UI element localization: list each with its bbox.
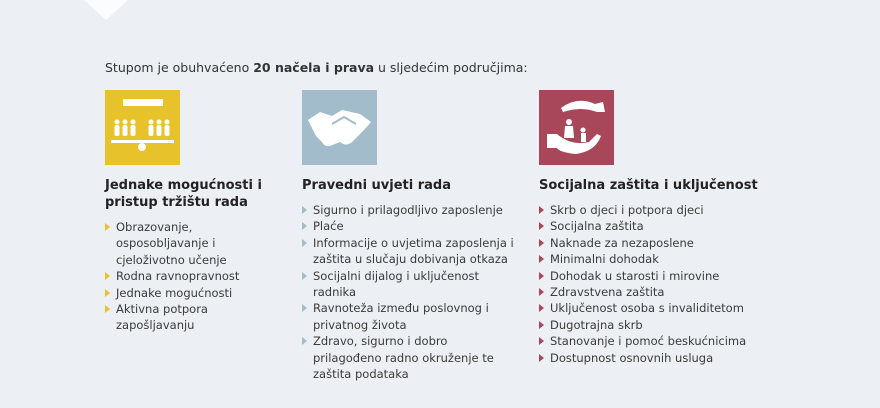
list-item: Dugotrajna skrb [539,317,759,333]
intro-text: Stupom je obuhvaćeno 20 načela i prava u sljedećim područjima: [105,60,528,75]
list-item: Rodna ravnopravnost [105,268,285,284]
column-equal-opportunities [105,90,285,334]
list-item: Jednake mogućnosti [105,285,285,301]
list-item: Dohodak u starosti i mirovine [539,268,759,284]
decorative-triangle [84,0,128,20]
list-item: Skrb o djeci i potpora djeci [539,202,759,218]
principles-list [539,202,759,366]
list-item: Plaće [302,218,517,234]
list-item: Ravnoteža između poslovnog i privatnog života [302,300,517,333]
principles-list [302,202,517,382]
list-item: Socijalna zaštita [539,218,759,234]
list-item: Obrazovanje, osposobljavanje i cjeloživotno učenje [105,219,285,268]
column-title: Pravedni uvjeti rada [302,178,452,193]
principles-list [105,219,285,334]
list-item: Stanovanje i pomoć beskućnicima [539,333,759,349]
list-item: Zdravstvena zaštita [539,284,759,300]
handshake-icon [302,90,377,165]
list-item: Aktivna potpora zapošljavanju [105,301,285,334]
people-equality-icon [105,90,180,165]
list-item: Naknade za nezaposlene [539,235,759,251]
column-title: Socijalna zaštita i uključenost [539,178,758,193]
list-item: Minimalni dohodak [539,251,759,267]
protecting-hands-family-icon [539,90,614,165]
list-item: Dostupnost osnovnih usluga [539,350,759,366]
list-item: Uključenost osoba s invaliditetom [539,300,759,316]
list-item: Sigurno i prilagodljivo zaposlenje [302,202,517,218]
column-social-protection [539,90,759,366]
list-item: Zdravo, sigurno i dobro prilagođeno radno okruženje te zaštita podataka [302,333,517,382]
column-title: Jednake mogućnosti i pristup tržištu rada [105,178,262,210]
list-item: Informacije o uvjetima zaposlenja i zaštita u slučaju dobivanja otkaza [302,235,517,268]
list-item: Socijalni dijalog i uključenost radnika [302,268,517,301]
column-fair-working-conditions [302,90,517,382]
